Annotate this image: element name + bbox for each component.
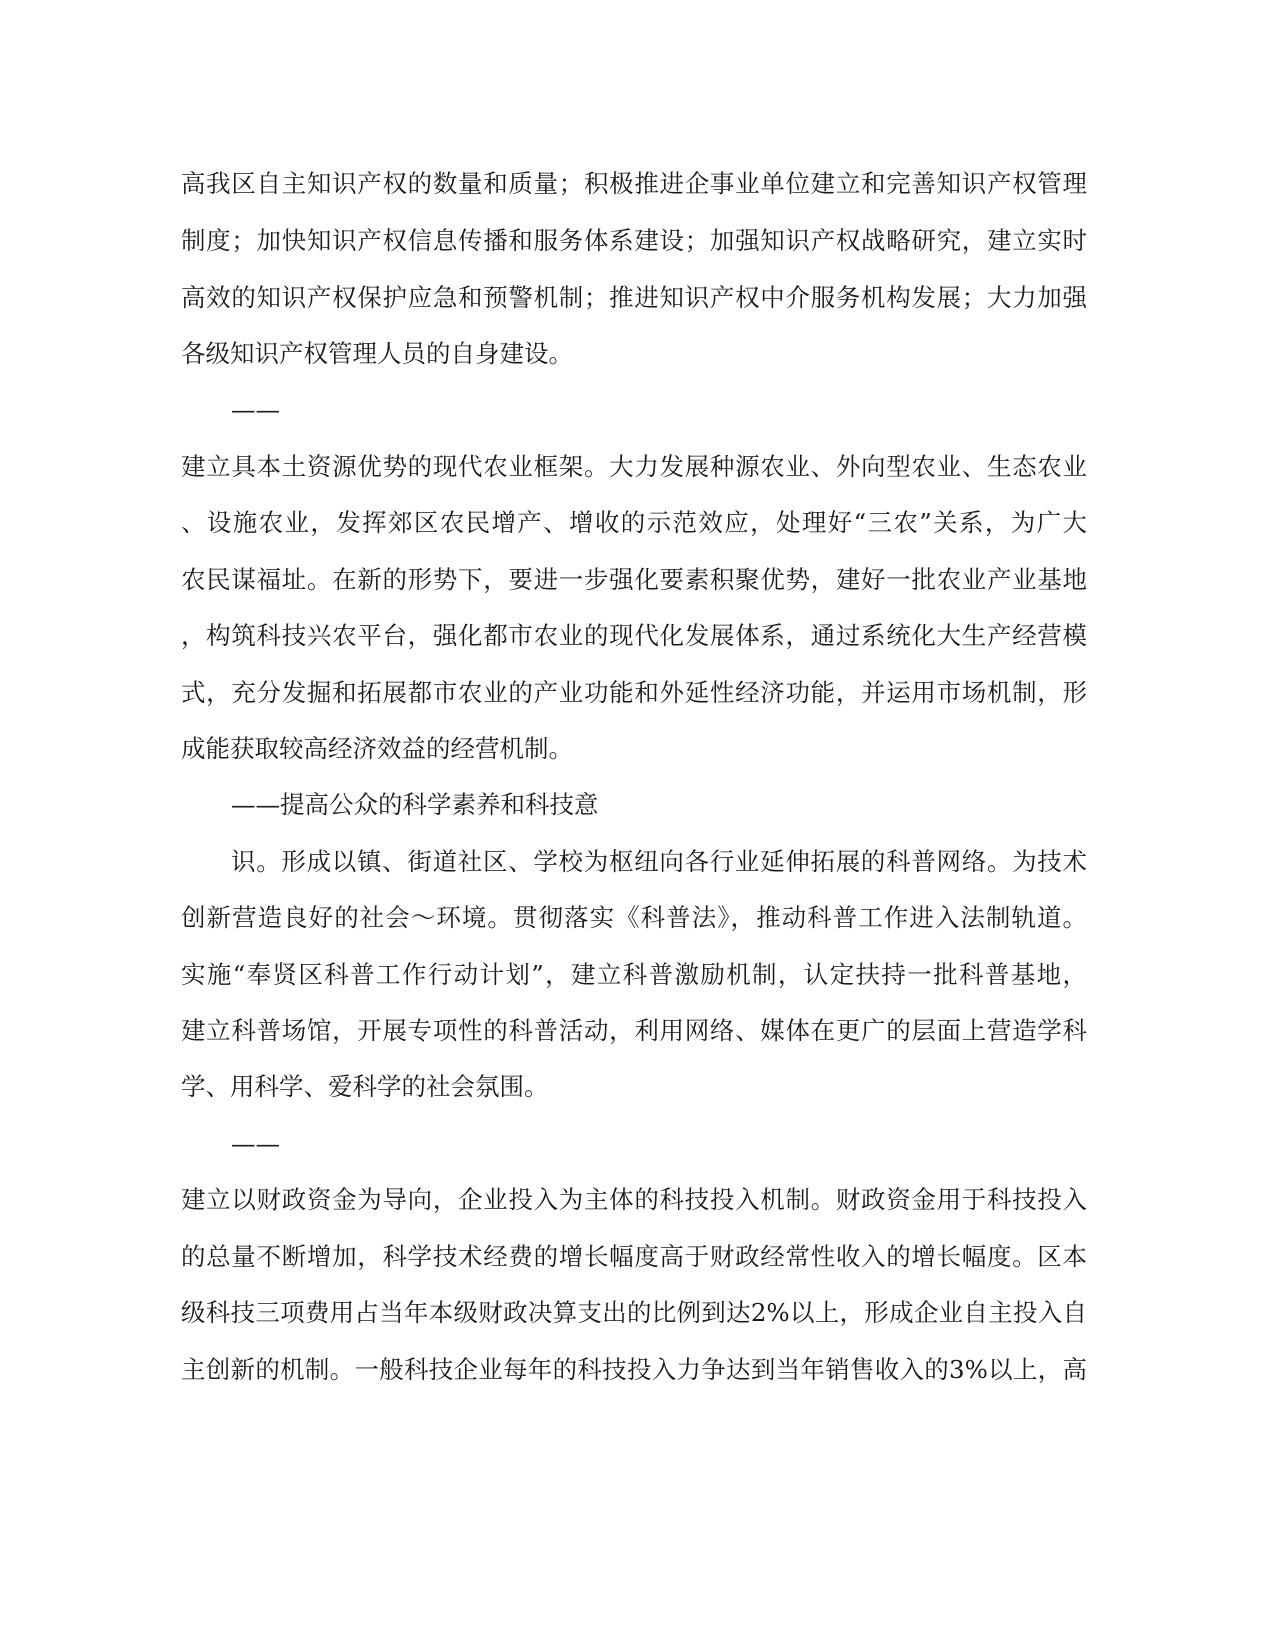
text-line: 的总量不断增加，科学技术经费的增长幅度高于财政经常性收入的增长幅度。区本 [181, 1242, 1087, 1271]
section-heading: ——提高公众的科学素养和科技意 [231, 790, 599, 819]
text-line: ，构筑科技兴农平台，强化都市农业的现代化发展体系，通过系统化大生产经营模 [181, 621, 1087, 650]
text-line: 农民谋福址。在新的形势下，要进一步强化要素积聚优势，建好一批农业产业基地 [181, 565, 1087, 594]
text-line: 制度；加快知识产权信息传播和服务体系建设；加强知识产权战略研究，建立实时 [181, 226, 1087, 255]
dash-marker: —— [231, 395, 280, 424]
text-line: 高我区自主知识产权的数量和质量；积极推进企事业单位建立和完善知识产权管理 [181, 169, 1087, 198]
text-line: 、设施农业，发挥郊区农民增产、增收的示范效应，处理好“三农”关系，为广大 [181, 508, 1087, 537]
text-line: 级科技三项费用占当年本级财政决算支出的比例到达2%以上，形成企业自主投入自 [181, 1298, 1087, 1327]
text-line: 建立科普场馆，开展专项性的科普活动，利用网络、媒体在更广的层面上营造学科 [181, 1016, 1087, 1045]
text-line: 学、用科学、爱科学的社会氛围。 [181, 1072, 549, 1101]
text-line: 主创新的机制。一般科技企业每年的科技投入力争达到当年销售收入的3%以上，高 [181, 1355, 1087, 1384]
dash-marker: —— [231, 1129, 280, 1158]
text-line: 式，充分发掘和拓展都市农业的产业功能和外延性经济功能，并运用市场机制，形 [181, 678, 1087, 707]
text-line: 高效的知识产权保护应急和预警机制；推进知识产权中介服务机构发展；大力加强 [181, 283, 1087, 312]
text-line: 识。形成以镇、街道社区、学校为枢纽向各行业延伸拓展的科普网络。为技术 [231, 847, 1087, 876]
text-line: 建立以财政资金为导向，企业投入为主体的科技投入机制。财政资金用于科技投入 [181, 1185, 1087, 1214]
text-line: 建立具本土资源优势的现代农业框架。大力发展种源农业、外向型农业、生态农业 [181, 452, 1087, 481]
text-line: 创新营造良好的社会～环境。贯彻落实《科普法》，推动科普工作进入法制轨道。 [181, 903, 1087, 932]
text-line: 实施“奉贤区科普工作行动计划”，建立科普激励机制，认定扶持一批科普基地， [181, 960, 1087, 989]
text-line: 各级知识产权管理人员的自身建设。 [181, 339, 573, 368]
text-line: 成能获取较高经济效益的经营机制。 [181, 734, 573, 763]
